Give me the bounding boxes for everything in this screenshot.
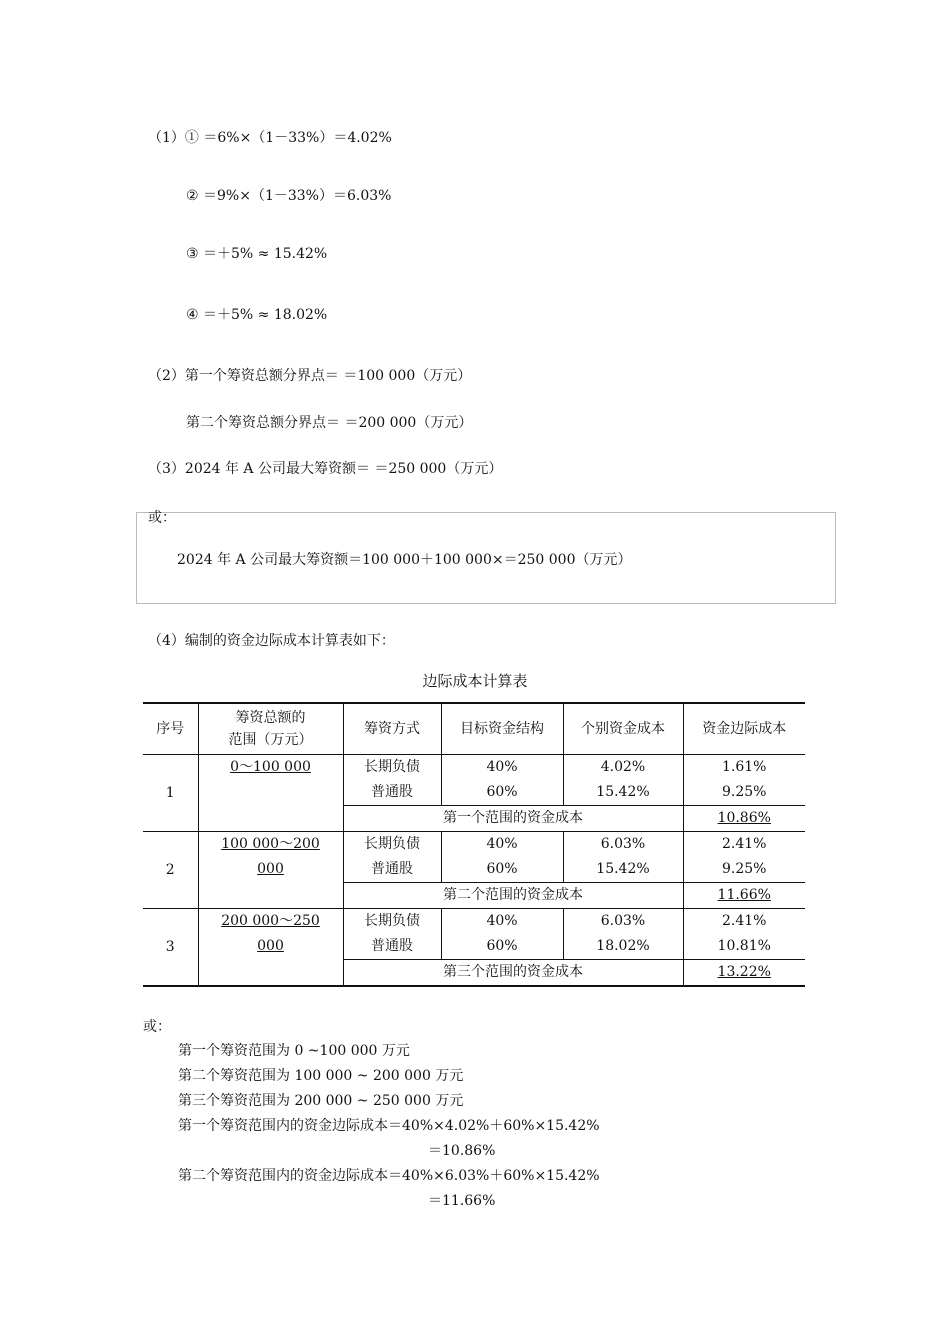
cost-debt: 4.02% [600,759,646,775]
header-method: 筹资方式 [343,703,441,755]
total-label: 第一个范围的资金成本 [343,806,683,832]
alt2-line-6: 第二个筹资范围内的资金边际成本＝40%×6.03%＋60%×15.42% [178,1168,600,1184]
alt-box-text: 2024 年 A 公司最大筹资额＝100 000＋100 000×＝250 000（万元） [177,552,632,568]
table-header-row [143,703,805,755]
method-equity: 普通股 [371,938,413,954]
structure-equity: 60% [486,784,518,800]
structure-debt: 40% [486,913,518,929]
table-row [143,755,805,806]
group-seq: 2 [143,832,198,909]
group-seq: 3 [143,909,198,987]
method-equity: 普通股 [371,861,413,877]
header-marginal: 资金边际成本 [683,703,805,755]
total-value: 13.22% [683,960,805,987]
method-equity: 普通股 [371,784,413,800]
method-debt: 长期负债 [364,913,420,929]
calc-line-2: ② ＝9%×（1－33%）＝6.03% [186,188,392,204]
total-label: 第二个范围的资金成本 [343,883,683,909]
structure-equity: 60% [486,861,518,877]
alt2-or-label: 或： [143,1019,171,1035]
method-cell [343,755,441,806]
header-range [198,703,343,755]
breakpoint-line-2: 第二个筹资总额分界点＝ ＝200 000（万元） [186,415,473,431]
cost-debt: 6.03% [600,913,646,929]
part4-intro: （4）编制的资金边际成本计算表如下： [148,633,395,649]
structure-cell [441,755,563,806]
breakpoint-line-1: （2）第一个筹资总额分界点＝ ＝100 000（万元） [148,368,472,384]
marginal-cost-table [143,702,805,987]
header-range-line1: 筹资总额的 [235,710,306,726]
total-value: 10.86% [683,806,805,832]
cost-cell [563,909,683,960]
marginal-cell [683,909,805,960]
structure-debt: 40% [486,836,518,852]
cost-equity: 15.42% [596,784,650,800]
group-range-line2: 000 [257,861,284,877]
alt2-line-5: ＝10.86% [428,1143,496,1159]
calc-line-1: （1）① ＝6%×（1－33%）＝4.02% [148,130,392,146]
header-seq: 序号 [143,703,198,755]
table-row [143,909,805,960]
header-cost: 个别资金成本 [563,703,683,755]
cost-equity: 18.02% [596,938,650,954]
alt-or-label: 或： [148,510,176,526]
alt2-line-7: ＝11.66% [428,1193,496,1209]
cost-cell [563,832,683,883]
marginal-debt: 2.41% [722,836,767,852]
method-debt: 长期负债 [364,759,420,775]
cost-equity: 15.42% [596,861,650,877]
total-label: 第三个范围的资金成本 [343,960,683,987]
group-range [198,832,343,909]
method-cell [343,832,441,883]
group-seq: 1 [143,755,198,832]
cost-debt: 6.03% [600,836,646,852]
group-range [198,755,343,832]
method-cell [343,909,441,960]
group-range-line1: 100 000～200 [221,836,320,852]
calc-line-4: ④ ＝＋5% ≈ 18.02% [186,307,328,323]
group-range-line2: 000 [257,938,284,954]
header-range-line2: 范围（万元） [228,732,313,748]
alt2-line-2: 第二个筹资范围为 100 000 ~ 200 000 万元 [178,1068,464,1084]
calc-line-3: ③ ＝＋5% ≈ 15.42% [186,246,328,262]
group-range-line1: 200 000～250 [221,913,320,929]
structure-cell [441,909,563,960]
marginal-debt: 2.41% [722,913,767,929]
method-debt: 长期负债 [364,836,420,852]
alt2-line-1: 第一个筹资范围为 0 ~100 000 万元 [178,1043,410,1059]
alt2-line-4: 第一个筹资范围内的资金边际成本＝40%×4.02%＋60%×15.42% [178,1118,600,1134]
marginal-equity: 9.25% [722,861,767,877]
alternative-box [136,512,836,604]
marginal-debt: 1.61% [722,759,767,775]
marginal-equity: 9.25% [722,784,767,800]
structure-debt: 40% [486,759,518,775]
structure-cell [441,832,563,883]
group-range-line1: 0～100 000 [230,759,311,775]
header-structure: 目标资金结构 [441,703,563,755]
table-caption: 边际成本计算表 [422,672,528,690]
total-value: 11.66% [683,883,805,909]
alt2-line-3: 第三个筹资范围为 200 000 ~ 250 000 万元 [178,1093,464,1109]
group-range [198,909,343,987]
structure-equity: 60% [486,938,518,954]
cost-cell [563,755,683,806]
marginal-equity: 10.81% [717,938,771,954]
marginal-cell [683,755,805,806]
max-financing-line: （3）2024 年 A 公司最大筹资额＝ ＝250 000（万元） [148,461,503,477]
table-row [143,832,805,883]
marginal-cell [683,832,805,883]
